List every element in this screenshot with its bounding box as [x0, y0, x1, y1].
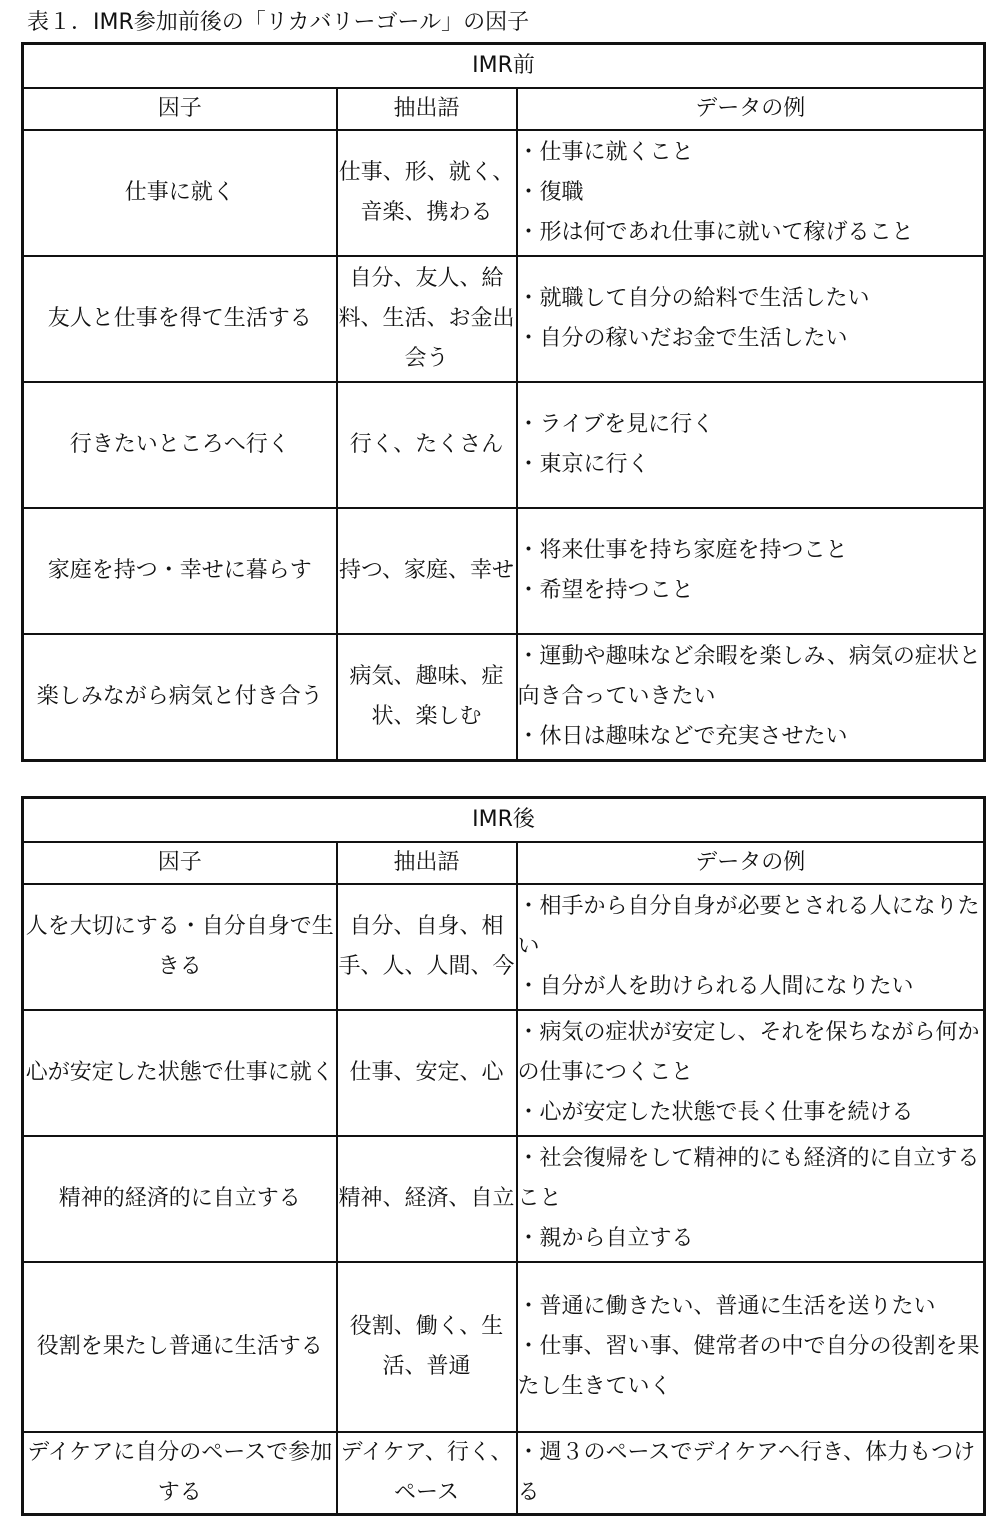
- column-header-factor: 因子: [23, 88, 337, 130]
- column-header-examples: データの例: [517, 842, 985, 884]
- example-item: ・心が安定した状態で長く仕事を続ける: [517, 1100, 914, 1125]
- column-header-examples: データの例: [517, 88, 985, 130]
- example-item: ・社会復帰をして精神的にも経済的に自立すること: [517, 1146, 980, 1211]
- words-cell: 自分、自身、相手、人、人間、今: [337, 884, 517, 1010]
- words-cell: 精神、経済、自立: [337, 1136, 517, 1262]
- table-row: [23, 1262, 985, 1432]
- example-item: ・休日は趣味などで充実させたい: [517, 723, 848, 749]
- words-cell: 自分、友人、給料、生活、お金出会う: [337, 256, 517, 382]
- table-row: [23, 130, 985, 256]
- example-item: ・週３のペースでデイケアへ行き、体力もつける: [517, 1440, 976, 1505]
- table-row: [23, 1010, 985, 1136]
- example-item: ・就職して自分の給料で生活したい: [517, 286, 870, 311]
- example-item: ・ライブを見に行く: [517, 412, 715, 437]
- factor-cell: 仕事に就く: [23, 130, 337, 256]
- table-row: [23, 634, 985, 760]
- example-item: ・病気の症状が安定し、それを保ちながら何かの仕事につくこと: [517, 1020, 980, 1085]
- factor-cell: 役割を果たし普通に生活する: [23, 1262, 337, 1432]
- examples-cell: [517, 130, 985, 256]
- example-item: ・相手から自分自身が必要とされる人になりたい: [517, 894, 980, 959]
- example-item: ・自分の稼いだお金で生活したい: [517, 326, 848, 351]
- example-item: ・形は何であれ仕事に就いて稼げること: [517, 220, 914, 245]
- factor-cell: 心が安定した状態で仕事に就く: [23, 1010, 337, 1136]
- factor-cell: 精神的経済的に自立する: [23, 1136, 337, 1262]
- example-item: ・復職: [517, 180, 584, 205]
- examples-cell: [517, 256, 985, 382]
- example-item: ・仕事に就くこと: [517, 140, 694, 165]
- table-row: [23, 1136, 985, 1262]
- words-cell: 役割、働く、生活、普通: [337, 1262, 517, 1432]
- example-item: ・東京に行く: [517, 452, 650, 477]
- examples-cell: [517, 1262, 985, 1432]
- words-cell: 行く、たくさん: [337, 382, 517, 508]
- words-cell: 仕事、形、就く、音楽、携わる: [337, 130, 517, 256]
- table-row: [23, 1432, 985, 1515]
- examples-cell: [517, 382, 985, 508]
- table-caption: 表１．IMR参加前後の「リカバリーゴール」の因子: [27, 10, 530, 35]
- table-title-after: IMR後: [23, 798, 985, 843]
- table-row: [23, 382, 985, 508]
- example-item: ・親から自立する: [517, 1226, 694, 1251]
- examples-cell: [517, 508, 985, 634]
- table-row: [23, 508, 985, 634]
- words-cell: デイケア、行く、ペース: [337, 1432, 517, 1515]
- examples-cell: [517, 1136, 985, 1262]
- imr-after-table: [21, 796, 986, 1516]
- table-row: [23, 884, 985, 1010]
- factor-cell: 家庭を持つ・幸せに暮らす: [23, 508, 337, 634]
- column-header-factor: 因子: [23, 842, 337, 884]
- words-cell: 仕事、安定、心: [337, 1010, 517, 1136]
- factor-cell: 人を大切にする・自分自身で生きる: [23, 884, 337, 1010]
- example-item: ・将来仕事を持ち家庭を持つこと: [517, 538, 848, 563]
- column-header-words: 抽出語: [337, 88, 517, 130]
- words-cell: 病気、趣味、症状、楽しむ: [337, 634, 517, 760]
- table-row: [23, 256, 985, 382]
- examples-cell: [517, 1432, 985, 1515]
- example-item: ・仕事、習い事、健常者の中で自分の役割を果たし生きていく: [517, 1334, 980, 1399]
- column-header-words: 抽出語: [337, 842, 517, 884]
- example-item: ・希望を持つこと: [517, 578, 694, 603]
- examples-cell: [517, 1010, 985, 1136]
- example-item: ・運動や趣味など余暇を楽しみ、病気の症状と向き合っていきたい: [517, 643, 981, 709]
- example-item: ・自分が人を助けられる人間になりたい: [517, 974, 914, 999]
- factor-cell: 行きたいところへ行く: [23, 382, 337, 508]
- factor-cell: 友人と仕事を得て生活する: [23, 256, 337, 382]
- factor-cell: 楽しみながら病気と付き合う: [23, 634, 337, 760]
- examples-cell: [517, 634, 985, 760]
- examples-cell: [517, 884, 985, 1010]
- table-title-before: IMR前: [23, 44, 985, 89]
- example-item: ・普通に働きたい、普通に生活を送りたい: [517, 1294, 936, 1319]
- imr-before-table: [21, 42, 986, 762]
- factor-cell: デイケアに自分のペースで参加する: [23, 1432, 337, 1515]
- words-cell: 持つ、家庭、幸せ: [337, 508, 517, 634]
